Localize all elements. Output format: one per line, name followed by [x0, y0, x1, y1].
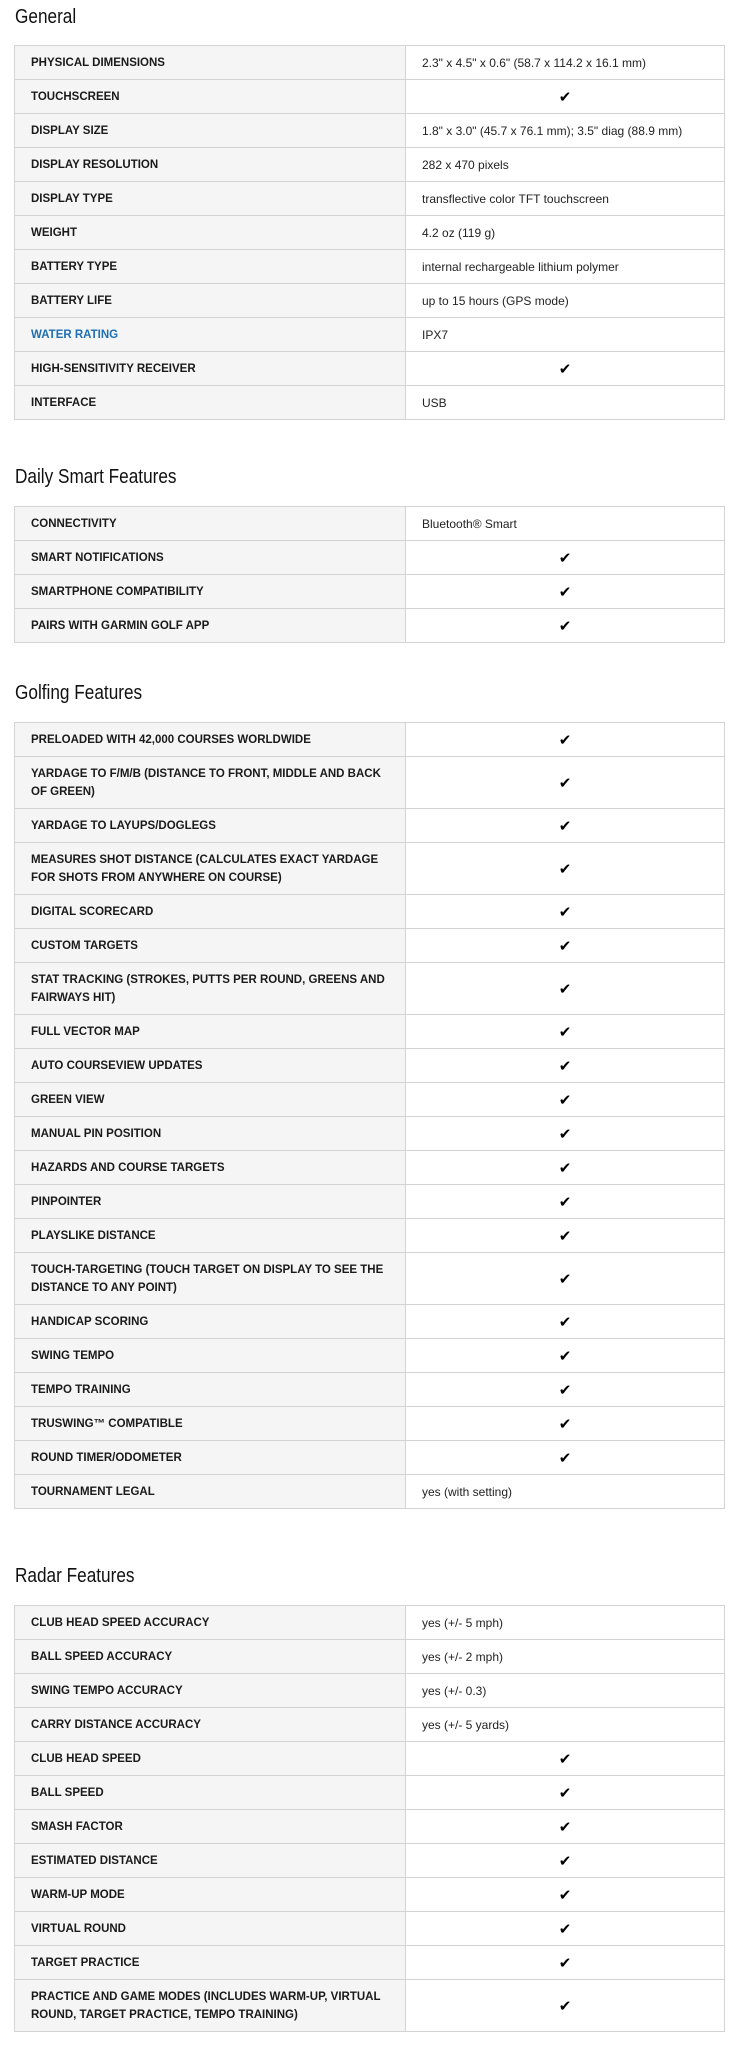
spec-row — [15, 1810, 725, 1844]
spec-label: SMARTPHONE COMPATIBILITY — [15, 575, 406, 609]
spec-row — [15, 1049, 725, 1083]
section-title-radar-features: Radar Features — [15, 1565, 135, 1587]
spec-table-daily-smart — [14, 506, 725, 643]
spec-label: PAIRS WITH GARMIN GOLF APP — [15, 609, 406, 643]
spec-label: HAZARDS AND COURSE TARGETS — [15, 1151, 406, 1185]
check-icon: ✔ — [406, 1742, 725, 1776]
spec-row — [15, 148, 725, 182]
spec-row — [15, 963, 725, 1015]
spec-label: TOUCH-TARGETING (TOUCH TARGET ON DISPLAY TO SEE THE DISTANCE TO ANY POINT) — [15, 1253, 406, 1305]
check-icon: ✔ — [406, 541, 725, 575]
check-icon: ✔ — [406, 1049, 725, 1083]
spec-label: PRACTICE AND GAME MODES (INCLUDES WARM-UP, VIRTUAL ROUND, TARGET PRACTICE, TEMPO TRAINING) — [15, 1980, 406, 2032]
check-icon: ✔ — [406, 609, 725, 643]
spec-row — [15, 757, 725, 809]
spec-label: BATTERY TYPE — [15, 250, 406, 284]
check-icon: ✔ — [406, 757, 725, 809]
spec-row — [15, 1946, 725, 1980]
check-icon: ✔ — [406, 1844, 725, 1878]
check-icon: ✔ — [406, 929, 725, 963]
spec-label: BATTERY LIFE — [15, 284, 406, 318]
check-icon: ✔ — [406, 1151, 725, 1185]
spec-row — [15, 114, 725, 148]
spec-label: WEIGHT — [15, 216, 406, 250]
spec-row — [15, 1083, 725, 1117]
spec-label: TRUSWING™ COMPATIBLE — [15, 1407, 406, 1441]
check-icon: ✔ — [406, 1407, 725, 1441]
spec-row — [15, 1878, 725, 1912]
spec-label: SWING TEMPO — [15, 1339, 406, 1373]
spec-value: yes (with setting) — [406, 1475, 725, 1509]
spec-label: SMASH FACTOR — [15, 1810, 406, 1844]
spec-row — [15, 895, 725, 929]
spec-label: YARDAGE TO LAYUPS/DOGLEGS — [15, 809, 406, 843]
spec-value: 282 x 470 pixels — [406, 148, 725, 182]
spec-row — [15, 1674, 725, 1708]
check-icon: ✔ — [406, 1083, 725, 1117]
spec-row — [15, 1912, 725, 1946]
spec-label: MEASURES SHOT DISTANCE (CALCULATES EXACT YARDAGE FOR SHOTS FROM ANYWHERE ON COURSE) — [15, 843, 406, 895]
spec-label: VIRTUAL ROUND — [15, 1912, 406, 1946]
spec-label: PRELOADED WITH 42,000 COURSES WORLDWIDE — [15, 723, 406, 757]
spec-table-general — [14, 45, 725, 420]
spec-label: DISPLAY SIZE — [15, 114, 406, 148]
spec-row — [15, 1219, 725, 1253]
spec-label: ROUND TIMER/ODOMETER — [15, 1441, 406, 1475]
spec-label: INTERFACE — [15, 386, 406, 420]
check-icon: ✔ — [406, 1946, 725, 1980]
spec-label: PINPOINTER — [15, 1185, 406, 1219]
spec-label: TARGET PRACTICE — [15, 1946, 406, 1980]
check-icon: ✔ — [406, 575, 725, 609]
check-icon: ✔ — [406, 1185, 725, 1219]
spec-row — [15, 609, 725, 643]
check-icon: ✔ — [406, 1339, 725, 1373]
spec-row — [15, 182, 725, 216]
spec-row — [15, 1407, 725, 1441]
spec-label: CARRY DISTANCE ACCURACY — [15, 1708, 406, 1742]
spec-label: WARM-UP MODE — [15, 1878, 406, 1912]
spec-label: YARDAGE TO F/M/B (DISTANCE TO FRONT, MIDDLE AND BACK OF GREEN) — [15, 757, 406, 809]
check-icon: ✔ — [406, 1117, 725, 1151]
spec-label: HANDICAP SCORING — [15, 1305, 406, 1339]
check-icon: ✔ — [406, 1015, 725, 1049]
spec-row — [15, 1475, 725, 1509]
spec-row — [15, 507, 725, 541]
spec-row — [15, 929, 725, 963]
spec-label: PLAYSLIKE DISTANCE — [15, 1219, 406, 1253]
spec-row — [15, 80, 725, 114]
check-icon: ✔ — [406, 1776, 725, 1810]
spec-label: DISPLAY TYPE — [15, 182, 406, 216]
spec-row — [15, 723, 725, 757]
check-icon: ✔ — [406, 1912, 725, 1946]
spec-row — [15, 1151, 725, 1185]
spec-label: BALL SPEED — [15, 1776, 406, 1810]
spec-value: 4.2 oz (119 g) — [406, 216, 725, 250]
check-icon: ✔ — [406, 895, 725, 929]
spec-label: DIGITAL SCORECARD — [15, 895, 406, 929]
spec-row — [15, 352, 725, 386]
check-icon: ✔ — [406, 1373, 725, 1407]
spec-row — [15, 843, 725, 895]
spec-row — [15, 541, 725, 575]
spec-value: yes (+/- 5 mph) — [406, 1606, 725, 1640]
spec-row — [15, 1606, 725, 1640]
spec-value: yes (+/- 5 yards) — [406, 1708, 725, 1742]
spec-value: IPX7 — [406, 318, 725, 352]
spec-row — [15, 809, 725, 843]
spec-row — [15, 1015, 725, 1049]
spec-label: FULL VECTOR MAP — [15, 1015, 406, 1049]
spec-label: TOURNAMENT LEGAL — [15, 1475, 406, 1509]
spec-label: TOUCHSCREEN — [15, 80, 406, 114]
section-title-golfing-features: Golfing Features — [15, 682, 143, 704]
spec-label: STAT TRACKING (STROKES, PUTTS PER ROUND, GREENS AND FAIRWAYS HIT) — [15, 963, 406, 1015]
check-icon: ✔ — [406, 1878, 725, 1912]
spec-row — [15, 1640, 725, 1674]
spec-value: 1.8" x 3.0" (45.7 x 76.1 mm); 3.5" diag (88.9 mm) — [406, 114, 725, 148]
check-icon: ✔ — [406, 1305, 725, 1339]
spec-row — [15, 318, 725, 352]
spec-label: HIGH-SENSITIVITY RECEIVER — [15, 352, 406, 386]
spec-value: yes (+/- 2 mph) — [406, 1640, 725, 1674]
spec-row — [15, 284, 725, 318]
check-icon: ✔ — [406, 1441, 725, 1475]
water-rating-link[interactable]: WATER RATING — [15, 318, 406, 352]
spec-label: DISPLAY RESOLUTION — [15, 148, 406, 182]
spec-label: PHYSICAL DIMENSIONS — [15, 46, 406, 80]
spec-row — [15, 1373, 725, 1407]
check-icon: ✔ — [406, 1980, 725, 2032]
spec-label: CUSTOM TARGETS — [15, 929, 406, 963]
spec-value: internal rechargeable lithium polymer — [406, 250, 725, 284]
spec-label: MANUAL PIN POSITION — [15, 1117, 406, 1151]
spec-value: yes (+/- 0.3) — [406, 1674, 725, 1708]
section-title-general: General — [15, 6, 77, 28]
check-icon: ✔ — [406, 1253, 725, 1305]
check-icon: ✔ — [406, 80, 725, 114]
check-icon: ✔ — [406, 1219, 725, 1253]
check-icon: ✔ — [406, 352, 725, 386]
spec-value: 2.3" x 4.5" x 0.6" (58.7 x 114.2 x 16.1 mm) — [406, 46, 725, 80]
spec-label: AUTO COURSEVIEW UPDATES — [15, 1049, 406, 1083]
spec-label: GREEN VIEW — [15, 1083, 406, 1117]
spec-label: BALL SPEED ACCURACY — [15, 1640, 406, 1674]
check-icon: ✔ — [406, 1810, 725, 1844]
spec-value: USB — [406, 386, 725, 420]
spec-row — [15, 1305, 725, 1339]
spec-table-radar — [14, 1605, 725, 2032]
spec-label: CONNECTIVITY — [15, 507, 406, 541]
spec-table-golfing — [14, 722, 725, 1509]
check-icon: ✔ — [406, 843, 725, 895]
spec-row — [15, 575, 725, 609]
spec-row — [15, 1117, 725, 1151]
spec-row — [15, 1708, 725, 1742]
spec-value: up to 15 hours (GPS mode) — [406, 284, 725, 318]
section-title-daily-smart-features: Daily Smart Features — [15, 466, 177, 488]
check-icon: ✔ — [406, 723, 725, 757]
check-icon: ✔ — [406, 809, 725, 843]
spec-label: SWING TEMPO ACCURACY — [15, 1674, 406, 1708]
spec-row — [15, 1339, 725, 1373]
spec-label: ESTIMATED DISTANCE — [15, 1844, 406, 1878]
spec-row — [15, 46, 725, 80]
spec-row — [15, 386, 725, 420]
spec-label: SMART NOTIFICATIONS — [15, 541, 406, 575]
spec-label: CLUB HEAD SPEED ACCURACY — [15, 1606, 406, 1640]
spec-row — [15, 1185, 725, 1219]
spec-row — [15, 216, 725, 250]
spec-row — [15, 1980, 725, 2032]
spec-row — [15, 1776, 725, 1810]
spec-row — [15, 1253, 725, 1305]
spec-row — [15, 1742, 725, 1776]
check-icon: ✔ — [406, 963, 725, 1015]
spec-label: CLUB HEAD SPEED — [15, 1742, 406, 1776]
spec-row — [15, 1441, 725, 1475]
spec-label: TEMPO TRAINING — [15, 1373, 406, 1407]
spec-row — [15, 1844, 725, 1878]
spec-value: Bluetooth® Smart — [406, 507, 725, 541]
spec-row — [15, 250, 725, 284]
spec-value: transflective color TFT touchscreen — [406, 182, 725, 216]
